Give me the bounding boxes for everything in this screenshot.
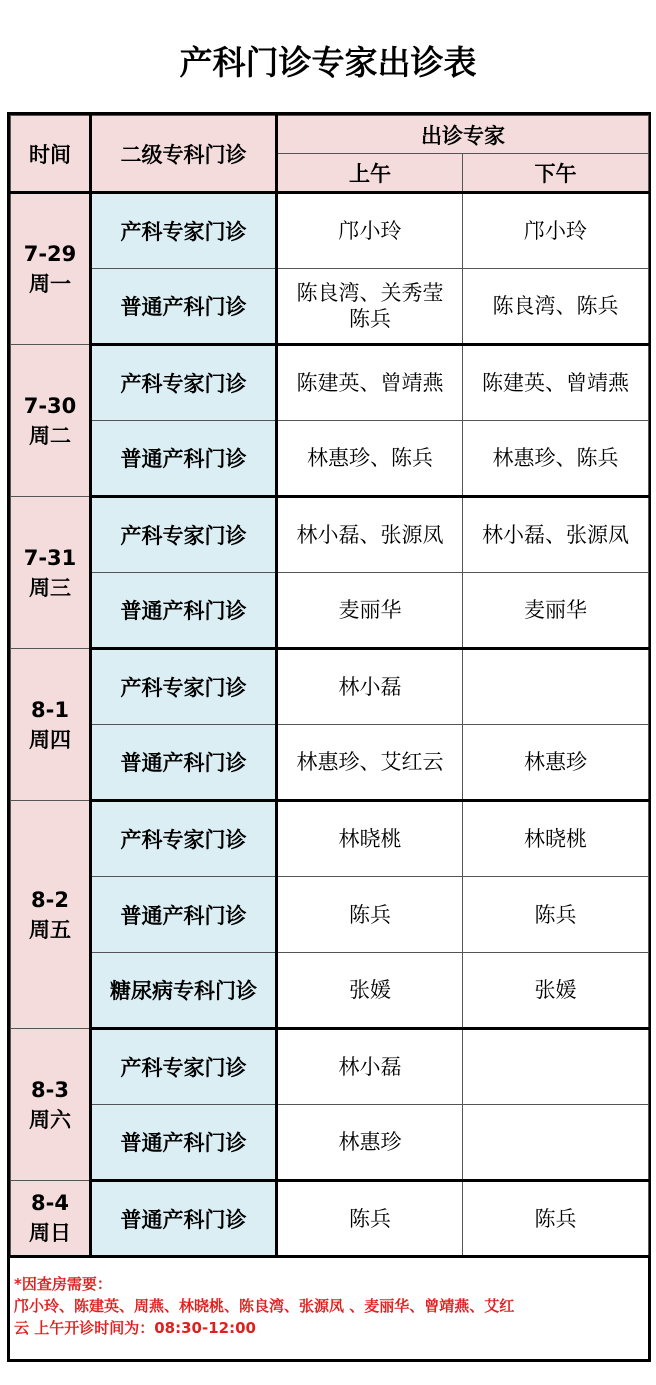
doctor-names: 陈兵 (349, 902, 391, 927)
dept-cell: 产科专家门诊 (91, 649, 277, 725)
schedule-table (10, 115, 649, 1258)
doctor-names: 林晓桃 (338, 827, 402, 851)
am-doctors-cell (277, 649, 463, 725)
dept-cell: 普通产科门诊 (91, 421, 277, 497)
note-line-2: 邝小玲、陈建英、周燕、林晓桃、陈良湾、张源凤 、麦丽华、曾靖燕、艾红 (14, 1297, 515, 1315)
dept-cell: 产科专家门诊 (91, 345, 277, 421)
dept-cell: 普通产科门诊 (91, 573, 277, 649)
doctor-names: 陈兵 (349, 307, 391, 331)
doctor-names: 林惠珍、陈兵 (307, 446, 433, 470)
day-cell (11, 497, 91, 649)
day-weekday: 周三 (29, 575, 71, 600)
table-row (11, 1105, 649, 1181)
table-row (11, 269, 649, 345)
am-doctors-cell (277, 1105, 463, 1181)
table-row (11, 725, 649, 801)
pm-doctors-cell (463, 497, 649, 573)
doctor-names: 林惠珍、艾红云 (296, 750, 444, 774)
day-date: 8-3 (31, 1077, 69, 1102)
header-am: 上午 (277, 154, 463, 193)
note-line-1: *因查房需要： (14, 1275, 112, 1293)
day-date: 7-31 (23, 545, 77, 570)
page-title: 产科门诊专家出诊表 (179, 43, 477, 82)
pm-doctors-cell (463, 421, 649, 497)
dept-cell: 产科专家门诊 (91, 193, 277, 269)
doctor-names: 陈兵 (534, 902, 577, 927)
am-doctors-cell (277, 801, 463, 877)
doctor-names: 张媛 (534, 978, 577, 1002)
doctor-names: 林惠珍 (524, 750, 587, 774)
day-date: 8-1 (31, 697, 69, 722)
am-doctors-cell (277, 497, 463, 573)
dept-cell: 产科专家门诊 (91, 1029, 277, 1105)
pm-doctors-cell (463, 1181, 649, 1257)
day-weekday: 周四 (29, 727, 71, 752)
dept-cell: 产科专家门诊 (91, 497, 277, 573)
pm-doctors-cell (463, 345, 649, 421)
doctor-names: 林小磊、张源凤 (296, 523, 444, 547)
am-doctors-cell (277, 573, 463, 649)
doctor-names: 邝小玲 (524, 219, 587, 243)
dept-cell: 普通产科门诊 (91, 269, 277, 345)
dept-cell: 产科专家门诊 (91, 801, 277, 877)
am-doctors-cell (277, 345, 463, 421)
header-pm: 下午 (463, 154, 649, 193)
day-weekday: 周一 (29, 272, 71, 296)
table-row (11, 649, 649, 725)
am-doctors-cell (277, 877, 463, 953)
day-weekday: 周二 (29, 423, 71, 448)
doctor-names: 陈良湾、关秀莹 (296, 281, 444, 305)
am-doctors-cell (277, 421, 463, 497)
day-cell (11, 1181, 91, 1257)
day-cell (11, 1029, 91, 1181)
note-box (10, 1263, 648, 1362)
pm-doctors-cell (463, 269, 649, 345)
table-row (11, 801, 649, 877)
doctor-names: 林小磊 (338, 1055, 402, 1079)
am-doctors-cell (277, 725, 463, 801)
pm-doctors-cell (463, 801, 649, 877)
am-doctors-cell (277, 193, 463, 269)
doctor-names: 林小磊、张源凤 (482, 523, 629, 547)
doctor-names: 邝小玲 (338, 219, 402, 243)
header-dept: 二级专科门诊 (91, 116, 277, 193)
doctor-names: 林小磊 (338, 675, 402, 699)
dept-cell: 普通产科门诊 (91, 725, 277, 801)
day-cell (11, 649, 91, 801)
dept-cell: 糖尿病专科门诊 (91, 953, 277, 1029)
dept-cell: 普通产科门诊 (91, 877, 277, 953)
pm-doctors-cell (463, 193, 649, 269)
pm-doctors-cell (463, 649, 649, 725)
dept-cell: 普通产科门诊 (91, 1181, 277, 1257)
table-row (11, 497, 649, 573)
day-weekday: 周日 (29, 1221, 71, 1245)
am-doctors-cell (277, 953, 463, 1029)
dept-cell: 普通产科门诊 (91, 1105, 277, 1181)
am-doctors-cell (277, 269, 463, 345)
day-date: 7-30 (23, 393, 77, 418)
doctor-names: 林晓桃 (524, 827, 587, 851)
am-doctors-cell (277, 1181, 463, 1257)
table-row (11, 193, 649, 269)
day-cell (11, 801, 91, 1029)
day-cell (11, 345, 91, 497)
pm-doctors-cell (463, 573, 649, 649)
header-experts: 出诊专家 (277, 116, 649, 154)
doctor-names: 麦丽华 (524, 598, 587, 622)
day-cell (11, 193, 91, 345)
table-row (11, 953, 649, 1029)
pm-doctors-cell (463, 725, 649, 801)
doctor-names: 陈兵 (534, 1206, 577, 1231)
note-line-3: 云 上午开诊时间为：08:30-12:00 (14, 1319, 256, 1337)
day-date: 8-4 (31, 1191, 69, 1215)
day-weekday: 周五 (29, 917, 71, 942)
pm-doctors-cell (463, 953, 649, 1029)
table-row (11, 573, 649, 649)
table-row (11, 345, 649, 421)
doctor-names: 麦丽华 (338, 598, 402, 622)
pm-doctors-cell (463, 1029, 649, 1105)
am-doctors-cell (277, 1029, 463, 1105)
pm-doctors-cell (463, 877, 649, 953)
table-row (11, 421, 649, 497)
day-weekday: 周六 (29, 1107, 71, 1132)
day-date: 7-29 (23, 242, 77, 266)
doctor-names: 张媛 (349, 978, 391, 1002)
table-row (11, 1181, 649, 1257)
doctor-names: 陈建英、曾靖燕 (482, 371, 629, 395)
doctor-names: 陈兵 (349, 1206, 391, 1231)
doctor-names: 林惠珍、陈兵 (492, 446, 619, 470)
table-row (11, 1029, 649, 1105)
doctor-names: 陈建英、曾靖燕 (296, 371, 444, 395)
pm-doctors-cell (463, 1105, 649, 1181)
table-row (11, 877, 649, 953)
doctor-names: 林惠珍 (338, 1130, 402, 1154)
day-date: 8-2 (31, 887, 69, 912)
doctor-names: 陈良湾、陈兵 (492, 294, 619, 318)
header-time: 时间 (11, 116, 91, 193)
